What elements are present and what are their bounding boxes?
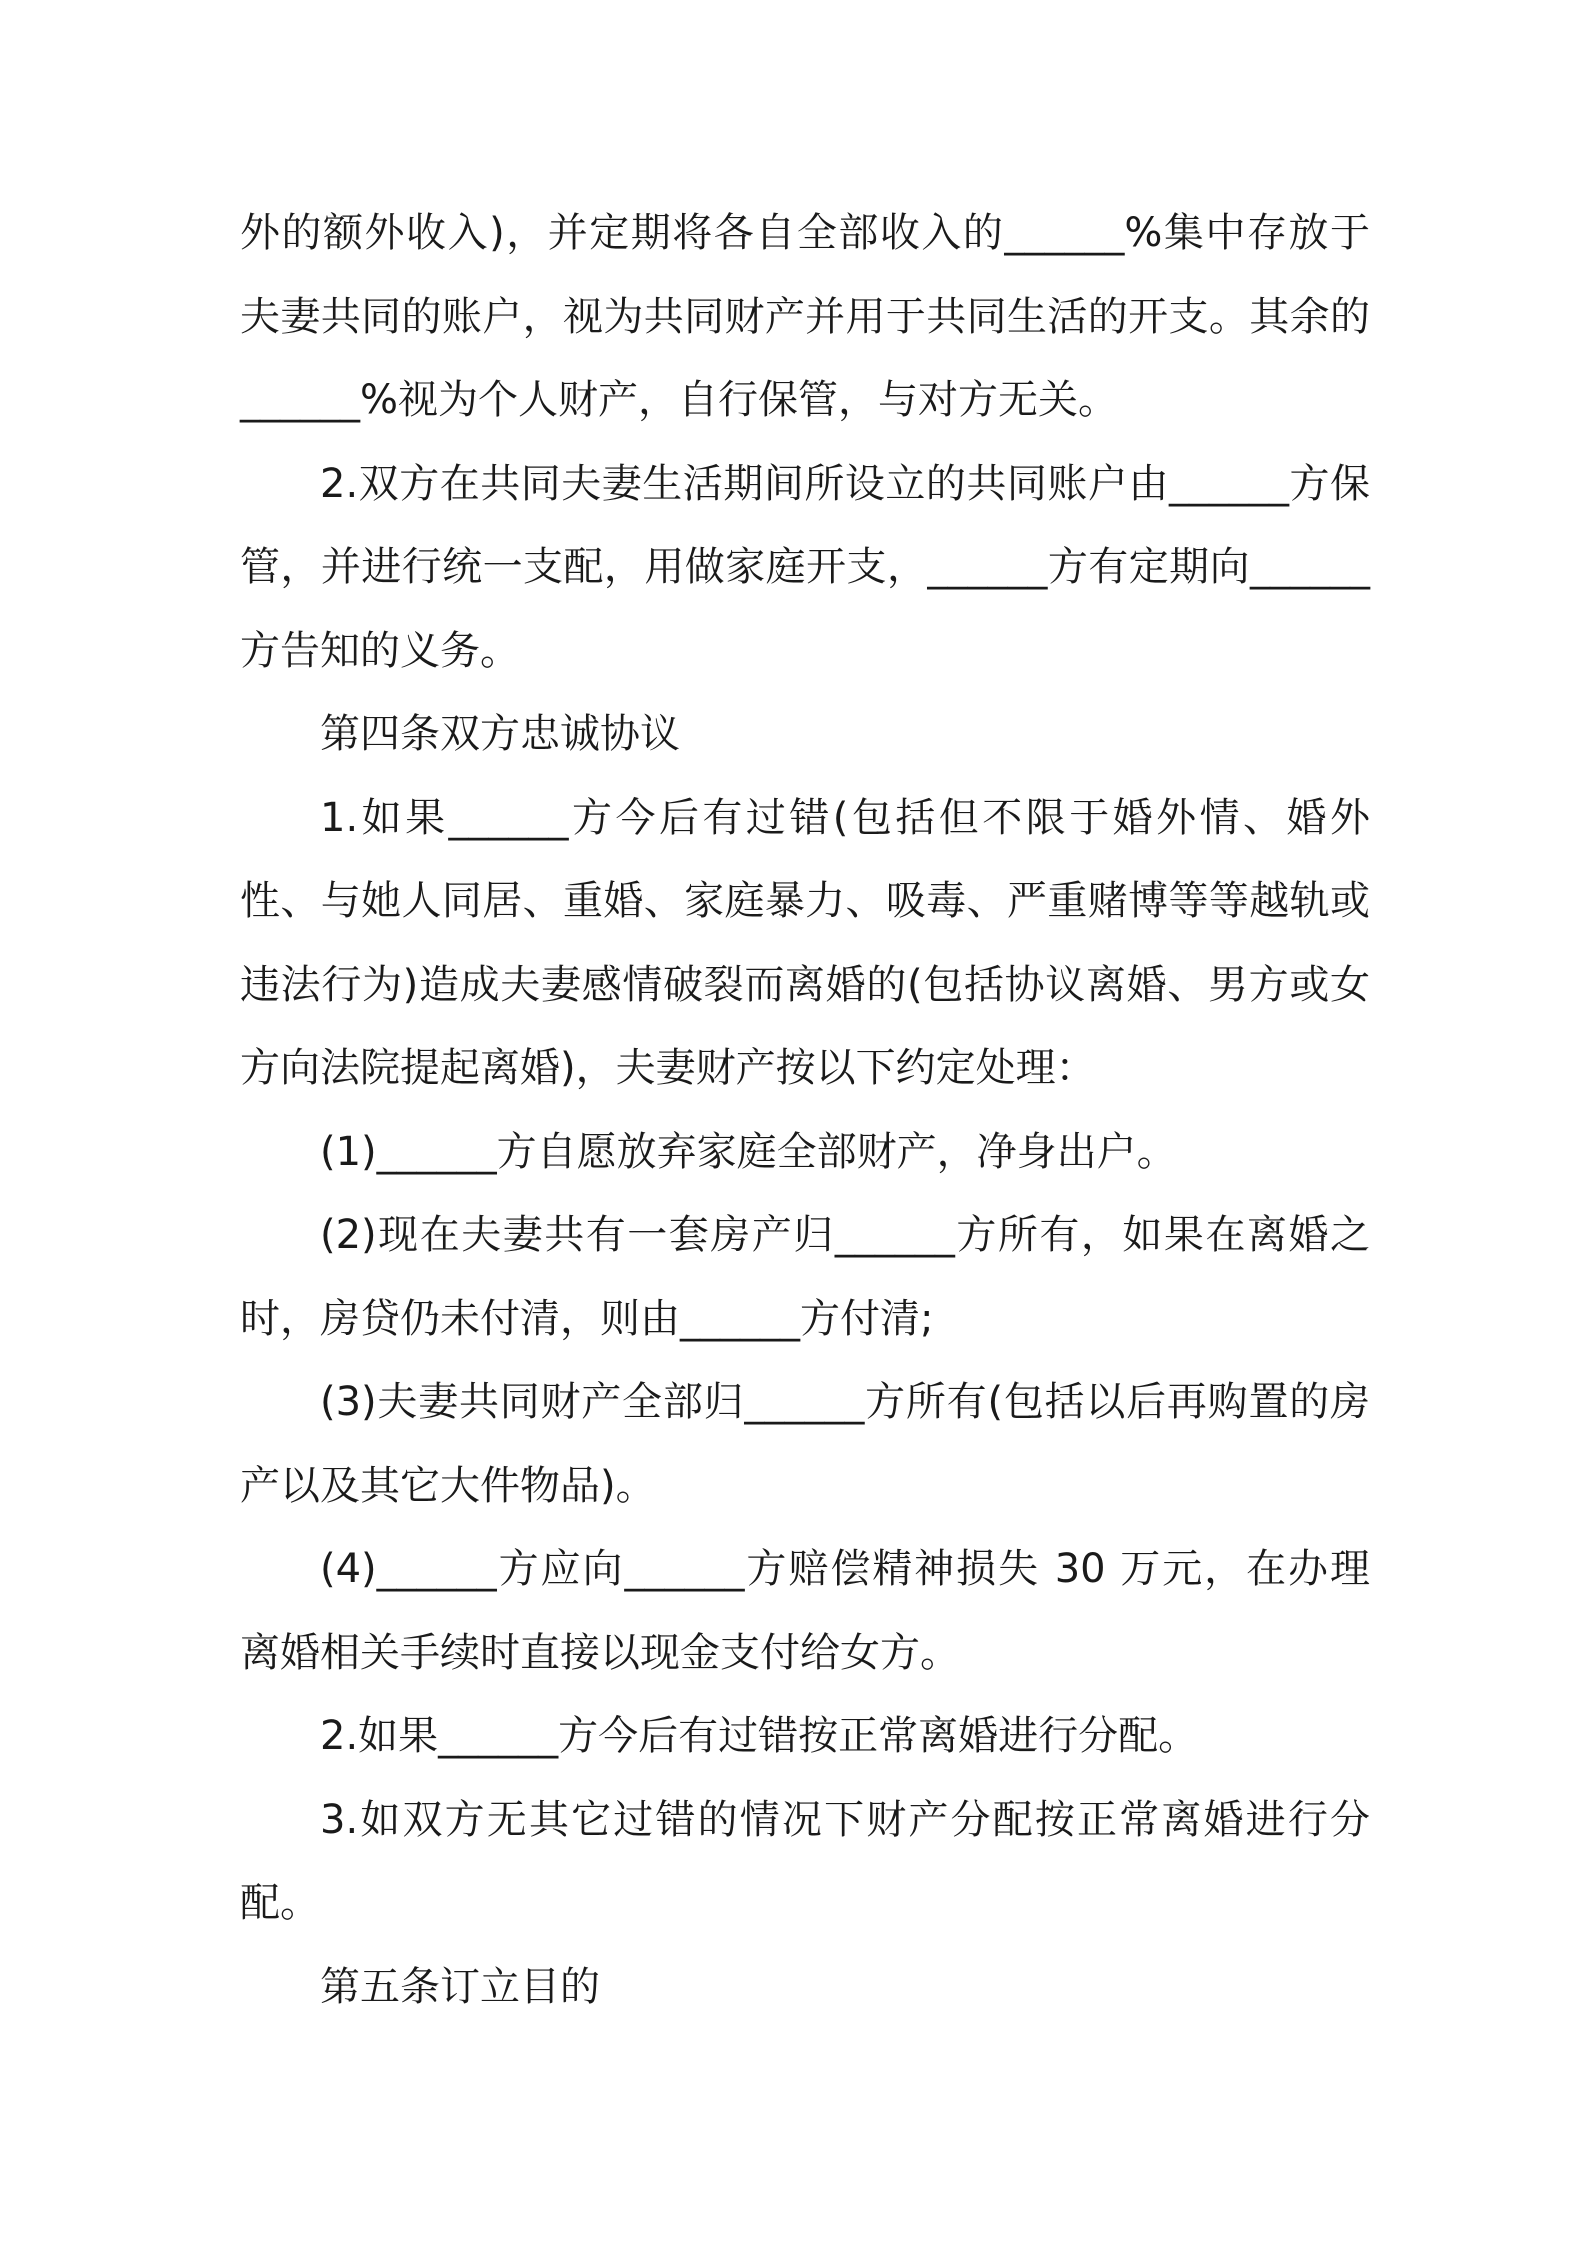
article-5-heading: 第五条订立目的	[320, 1963, 600, 2010]
list-item-3: (3)夫妻共同财产全部归______方所有(包括以后再购置的房产以及其它大件物品)。	[240, 1379, 1370, 1509]
list-item-4: (4)______方应向______方赔偿精神损失 30 万元，在办理离婚相关手续时直接以现金支付给女方。	[240, 1546, 1370, 1676]
document-body	[240, 192, 1370, 2029]
paragraph-no-fault: 3.如双方无其它过错的情况下财产分配按正常离婚进行分配。	[240, 1796, 1370, 1926]
paragraph-fault-normal: 2.如果______方今后有过错按正常离婚进行分配。	[320, 1713, 1199, 1759]
article-4-heading: 第四条双方忠诚协议	[320, 711, 680, 757]
paragraph-fault-clause: 1.如果______方今后有过错(包括但不限于婚外情、婚外性、与她人同居、重婚、家庭暴力、吸毒、严重赌博等等越轨或违法行为)造成夫妻感情破裂而离婚的(包括协议离婚、男方或女方向法院提起离婚)，夫妻财产按以下约定处理：	[240, 794, 1370, 1091]
paragraph-income-savings: 外的额外收入)，并定期将各自全部收入的______%集中存放于夫妻共同的账户，视为共同财产并用于共同生活的开支。其余的______%视为个人财产，自行保管，与对方无关。	[240, 210, 1370, 423]
list-item-1: (1)______方自愿放弃家庭全部财产，净身出户。	[320, 1128, 1177, 1175]
paragraph-joint-account: 2.双方在共同夫妻生活期间所设立的共同账户由______方保管，并进行统一支配，用做家庭开支，______方有定期向______方告知的义务。	[240, 460, 1370, 674]
list-item-2: (2)现在夫妻共有一套房产归______方所有，如果在离婚之时，房贷仍未付清，则由______方付清;	[240, 1212, 1370, 1342]
